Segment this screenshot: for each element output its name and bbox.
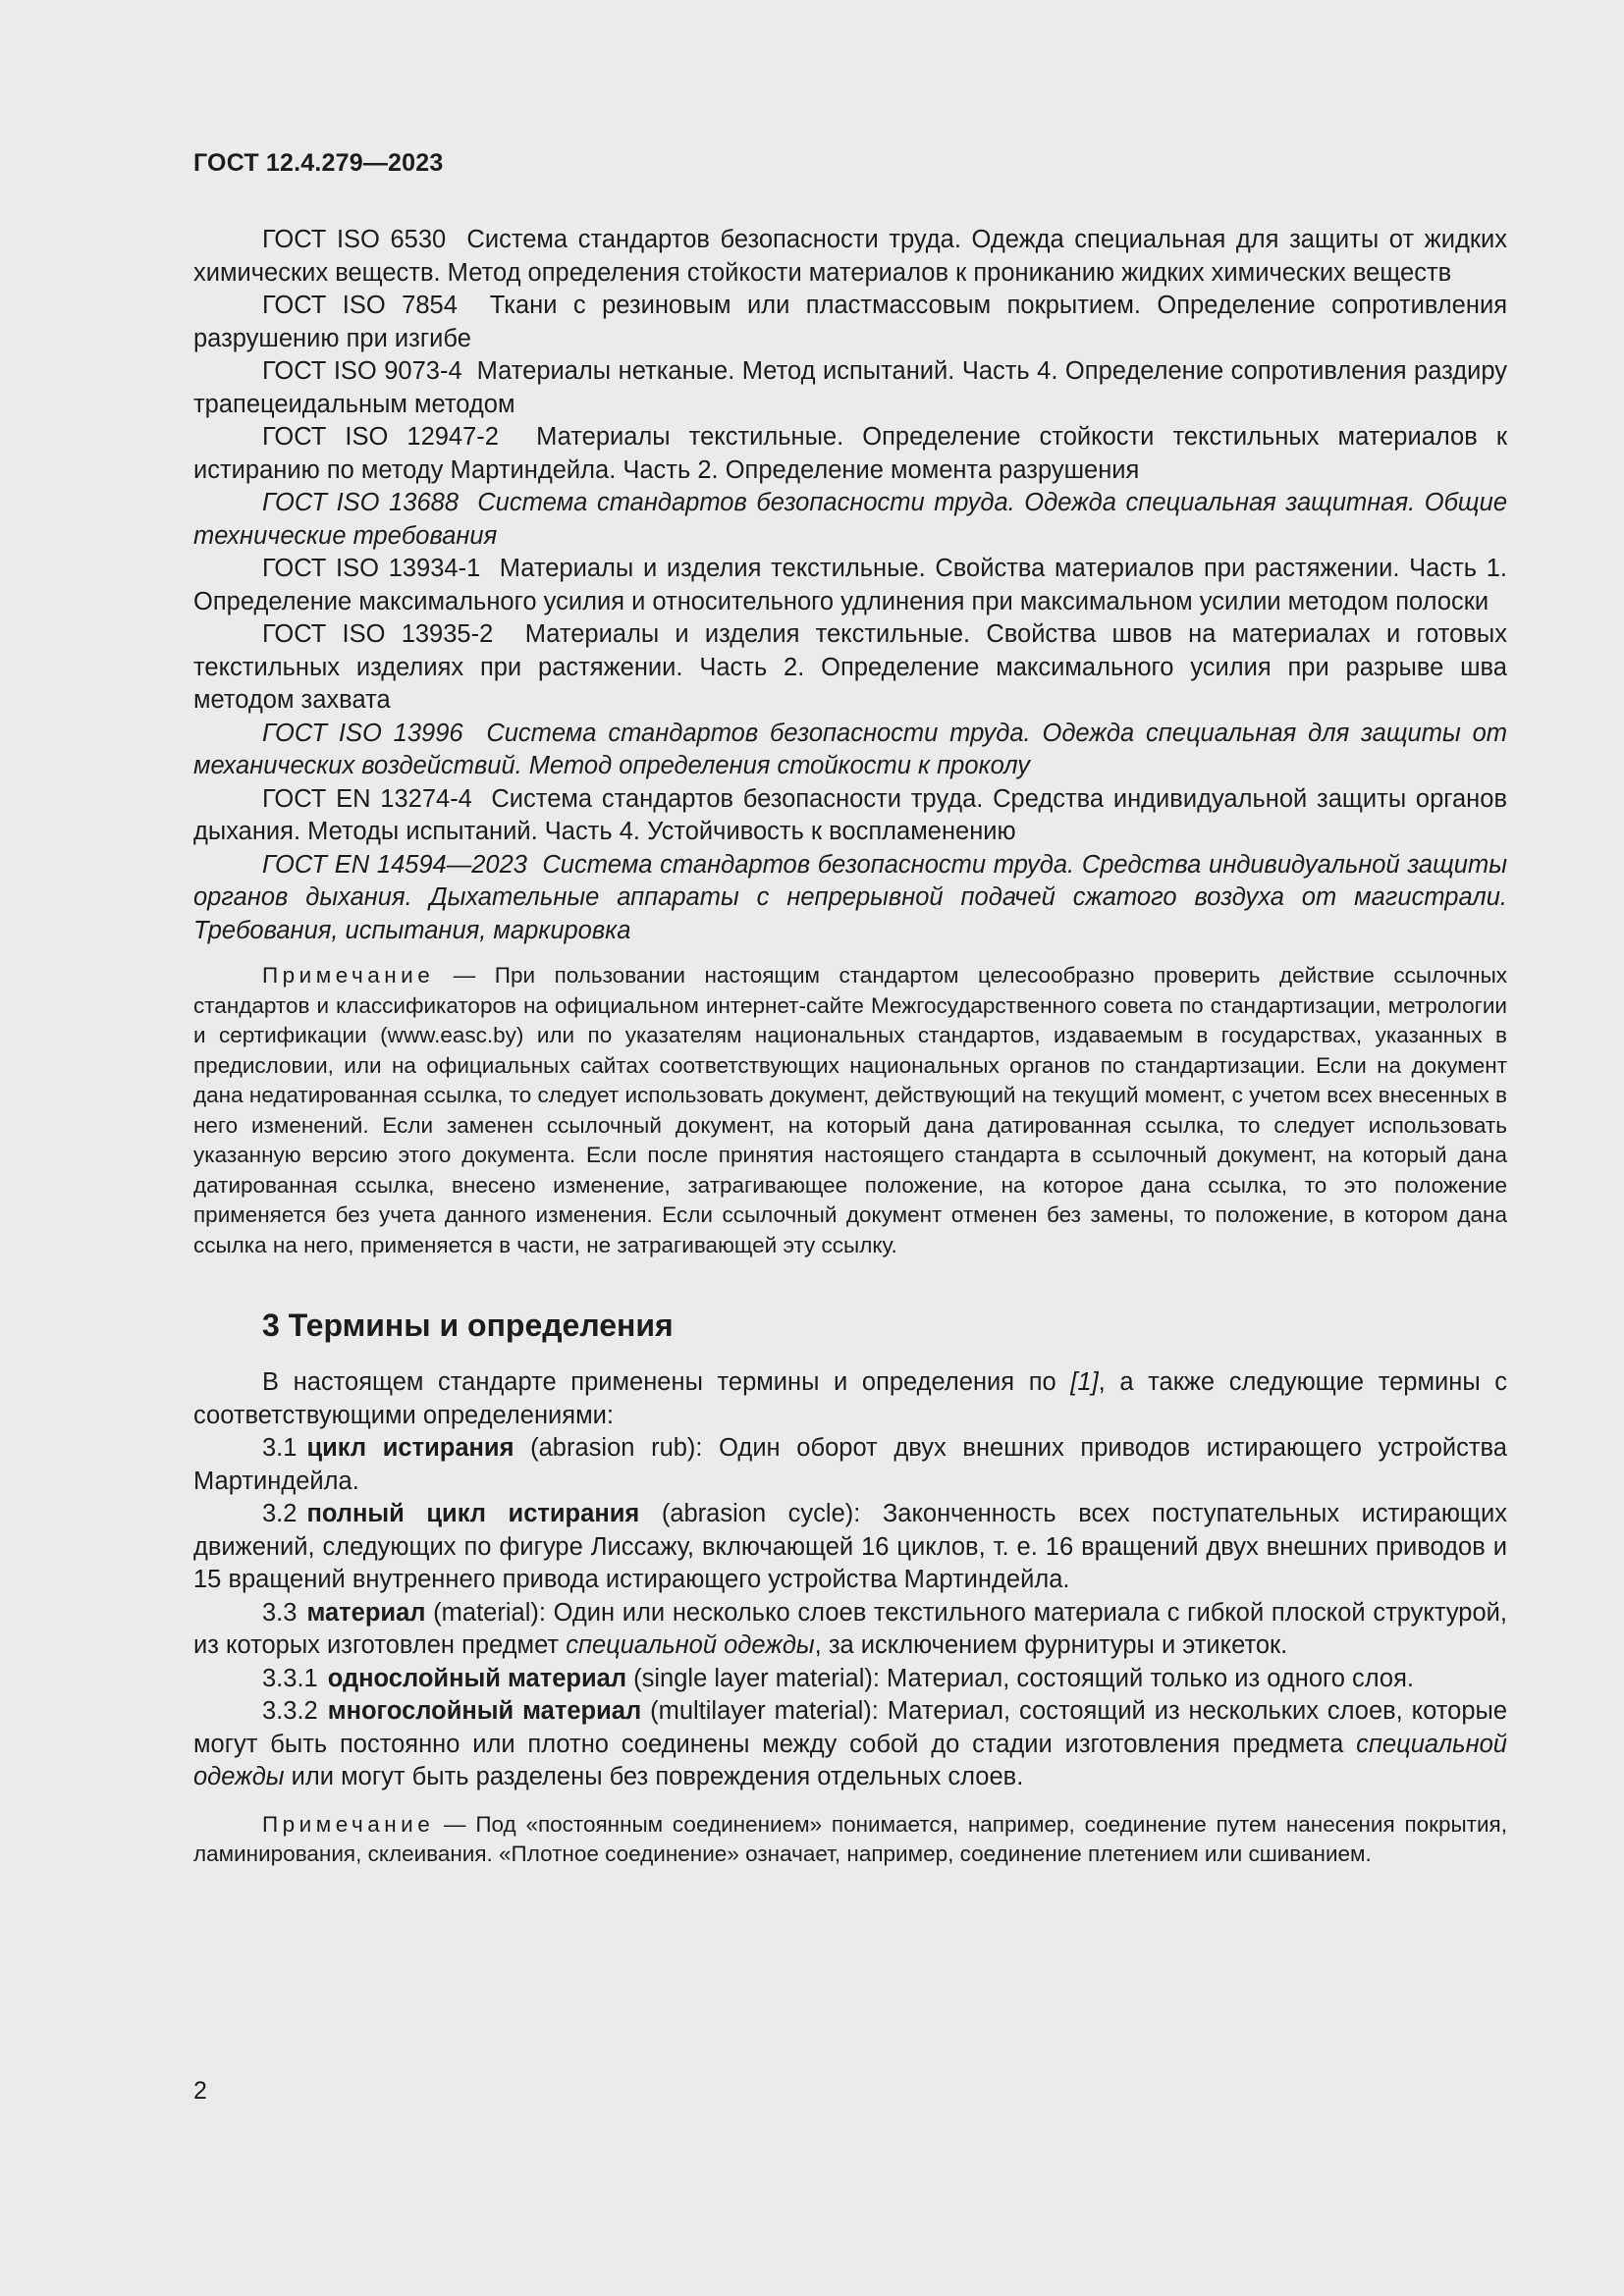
term-number: 3.1 (262, 1434, 298, 1462)
bibliography-ref: [1] (1070, 1368, 1099, 1396)
reference-item (193, 224, 1507, 290)
reference-title: Материалы текстильные. Определение стойкости текстильных материалов к истиранию по методу Мартиндейла. Часть 2. Определение момента разрушения (193, 423, 1507, 484)
term-name: полный цикл истирания (306, 1500, 640, 1527)
note-label: Примечание (262, 1811, 435, 1837)
reference-item (193, 487, 1507, 553)
term-definition: (abrasion rub): Один оборот двух внешних приводов истирающего устройства Мартиндейла. (193, 1434, 1507, 1495)
reference-title: Ткани с резиновым или пластмассовым покрытием. Определение сопротивления разрушению при изгибе (193, 292, 1507, 352)
reference-code: ГОСТ ISO 7854 (262, 292, 458, 319)
reference-title: Система стандартов безопасности труда. Средства индивидуальной защиты органов дыхания. Дыхательные аппараты с непрерывной подачей сжатого воздуха от магистрали. Требования, испытания, маркировка (193, 850, 1507, 944)
reference-title: Материалы нетканые. Метод испытаний. Часть 4. Определение сопротивления раздиру трапецеидальным методом (193, 357, 1507, 418)
term-number: 3.2 (262, 1500, 298, 1527)
intro-text: В настоящем стандарте применены термины и определения по (262, 1368, 1056, 1396)
term-definition: (single layer material): Материал, состоящий только из одного слоя. (633, 1664, 1415, 1692)
term-emphasis: специальной одежды (566, 1631, 815, 1659)
normative-references-list (193, 224, 1507, 947)
term-definition: (multilayer material): Материал, состоящий из нескольких слоев, которые могут быть постоянно или плотно соединены между собой до стадии изготовления предмета (193, 1697, 1508, 1758)
term-name: цикл истирания (306, 1434, 514, 1462)
section-intro (193, 1366, 1507, 1432)
reference-code: ГОСТ ISO 13996 (262, 719, 463, 747)
reference-code: ГОСТ EN 13274-4 (262, 784, 472, 813)
reference-item (193, 553, 1507, 618)
note-text: — Под «постоянным соединением» понимается, например, соединение путем нанесения покрытия, ламинирования, склеивания. «Плотное соединение» означает, например, соединение плетением или сшиванием. (193, 1811, 1507, 1866)
page-content (193, 224, 1507, 1870)
term-name: материал (306, 1598, 426, 1627)
reference-item (193, 849, 1507, 948)
term-3-3-2 (193, 1695, 1507, 1794)
reference-code: ГОСТ ISO 13935-2 (262, 620, 494, 648)
reference-item (193, 421, 1507, 487)
term-definition: (material): Один или несколько слоев текстильного материала с гибкой плоской структурой, из которых изготовлен предмет (193, 1598, 1507, 1659)
term-3-3-1 (193, 1663, 1507, 1696)
term-number: 3.3.2 (262, 1697, 318, 1725)
reference-item (193, 290, 1507, 355)
term-definition-cont: , за исключением фурнитуры и этикеток. (814, 1631, 1288, 1659)
term-3-1 (193, 1432, 1507, 1498)
references-note (193, 961, 1507, 1260)
reference-title: Материалы и изделия текстильные. Свойства швов на материалах и готовых текстильных изделиях при растяжении. Часть 2. Определение максимального усилия при разрыве шва методом захвата (193, 620, 1507, 714)
term-definition: (abrasion cycle): Законченность всех поступательных истирающих движений, следующих по фигуре Лиссажу, включающей 16 циклов, т. е. 16 вращений двух внешних приводов и 15 вращений внутреннего привода истирающего устройства Мартиндейла. (193, 1500, 1507, 1593)
reference-title: Материалы и изделия текстильные. Свойства материалов при растяжении. Часть 1. Определение максимального усилия и относительного удлинения при максимальном усилии методом полоски (193, 555, 1507, 615)
reference-code: ГОСТ ISO 12947-2 (262, 423, 499, 451)
reference-item (193, 618, 1507, 718)
note-label: Примечание (262, 963, 435, 988)
reference-item (193, 718, 1507, 783)
document-header: ГОСТ 12.4.279—2023 (193, 149, 444, 177)
term-emphasis: специальной одежды (193, 1730, 1507, 1790)
reference-item (193, 355, 1507, 421)
note-text: — При пользовании настоящим стандартом целесообразно проверить действие ссылочных стандартов и классификаторов на официальном интернет-сайте Межгосударственного совета по стандартизации, метрологии и сертификации (www.easc.by) или по указателям национальных стандартов, издаваемым в государствах, указанных в предисловии, или на официальных сайтах соответствующих национальных органов по стандартизации. Если на документ дана недатированная ссылка, то следует использовать документ, действующий на текущий момент, с учетом всех внесенных в него изменений. Если заменен ссылочный документ, на который дана датированная ссылка, то следует использовать указанную версию этого документа. Если после принятия настоящего стандарта в ссылочный документ, на который дана датированная ссылка, внесено изменение, затрагивающее положение, на которое дана ссылка, то это положение применяется без учета данного изменения. Если ссылочный документ отменен без замены, то положение, в котором дана ссылка на него, применяется в части, не затрагивающей эту ссылку. (193, 963, 1507, 1257)
term-3-3 (193, 1597, 1507, 1663)
terms-note (193, 1810, 1507, 1870)
intro-text-cont: , а также следующие термины с соответствующими определениями: (193, 1368, 1507, 1429)
term-definition-cont: или могут быть разделены без повреждения отдельных слоев. (291, 1763, 1024, 1790)
section-title: 3 Термины и определения (262, 1308, 674, 1343)
reference-code: ГОСТ EN 14594—2023 (262, 850, 527, 879)
reference-title: Система стандартов безопасности труда. Одежда специальная для защиты от жидких химических веществ. Метод определения стойкости материалов к прониканию жидких химических веществ (193, 226, 1508, 287)
term-name: многослойный материал (327, 1697, 642, 1725)
reference-code: ГОСТ ISO 13688 (262, 489, 460, 516)
term-3-2 (193, 1498, 1507, 1597)
term-number: 3.3 (262, 1598, 298, 1627)
reference-title: Система стандартов безопасности труда. Одежда специальная защитная. Общие технические требования (193, 489, 1508, 550)
page-number: 2 (193, 2077, 207, 2105)
reference-item (193, 783, 1507, 849)
reference-code: ГОСТ ISO 9073-4 (262, 357, 462, 385)
reference-code: ГОСТ ISO 13934-1 (262, 555, 481, 582)
reference-code: ГОСТ ISO 6530 (262, 226, 447, 253)
reference-title: Система стандартов безопасности труда. Одежда специальная для защиты от механических воздействий. Метод определения стойкости к проколу (193, 719, 1507, 779)
term-number: 3.3.1 (262, 1664, 318, 1692)
reference-title: Система стандартов безопасности труда. Средства индивидуальной защиты органов дыхания. Методы испытаний. Часть 4. Устойчивость к воспламенению (193, 784, 1507, 845)
term-name: однослойный материал (327, 1664, 627, 1692)
